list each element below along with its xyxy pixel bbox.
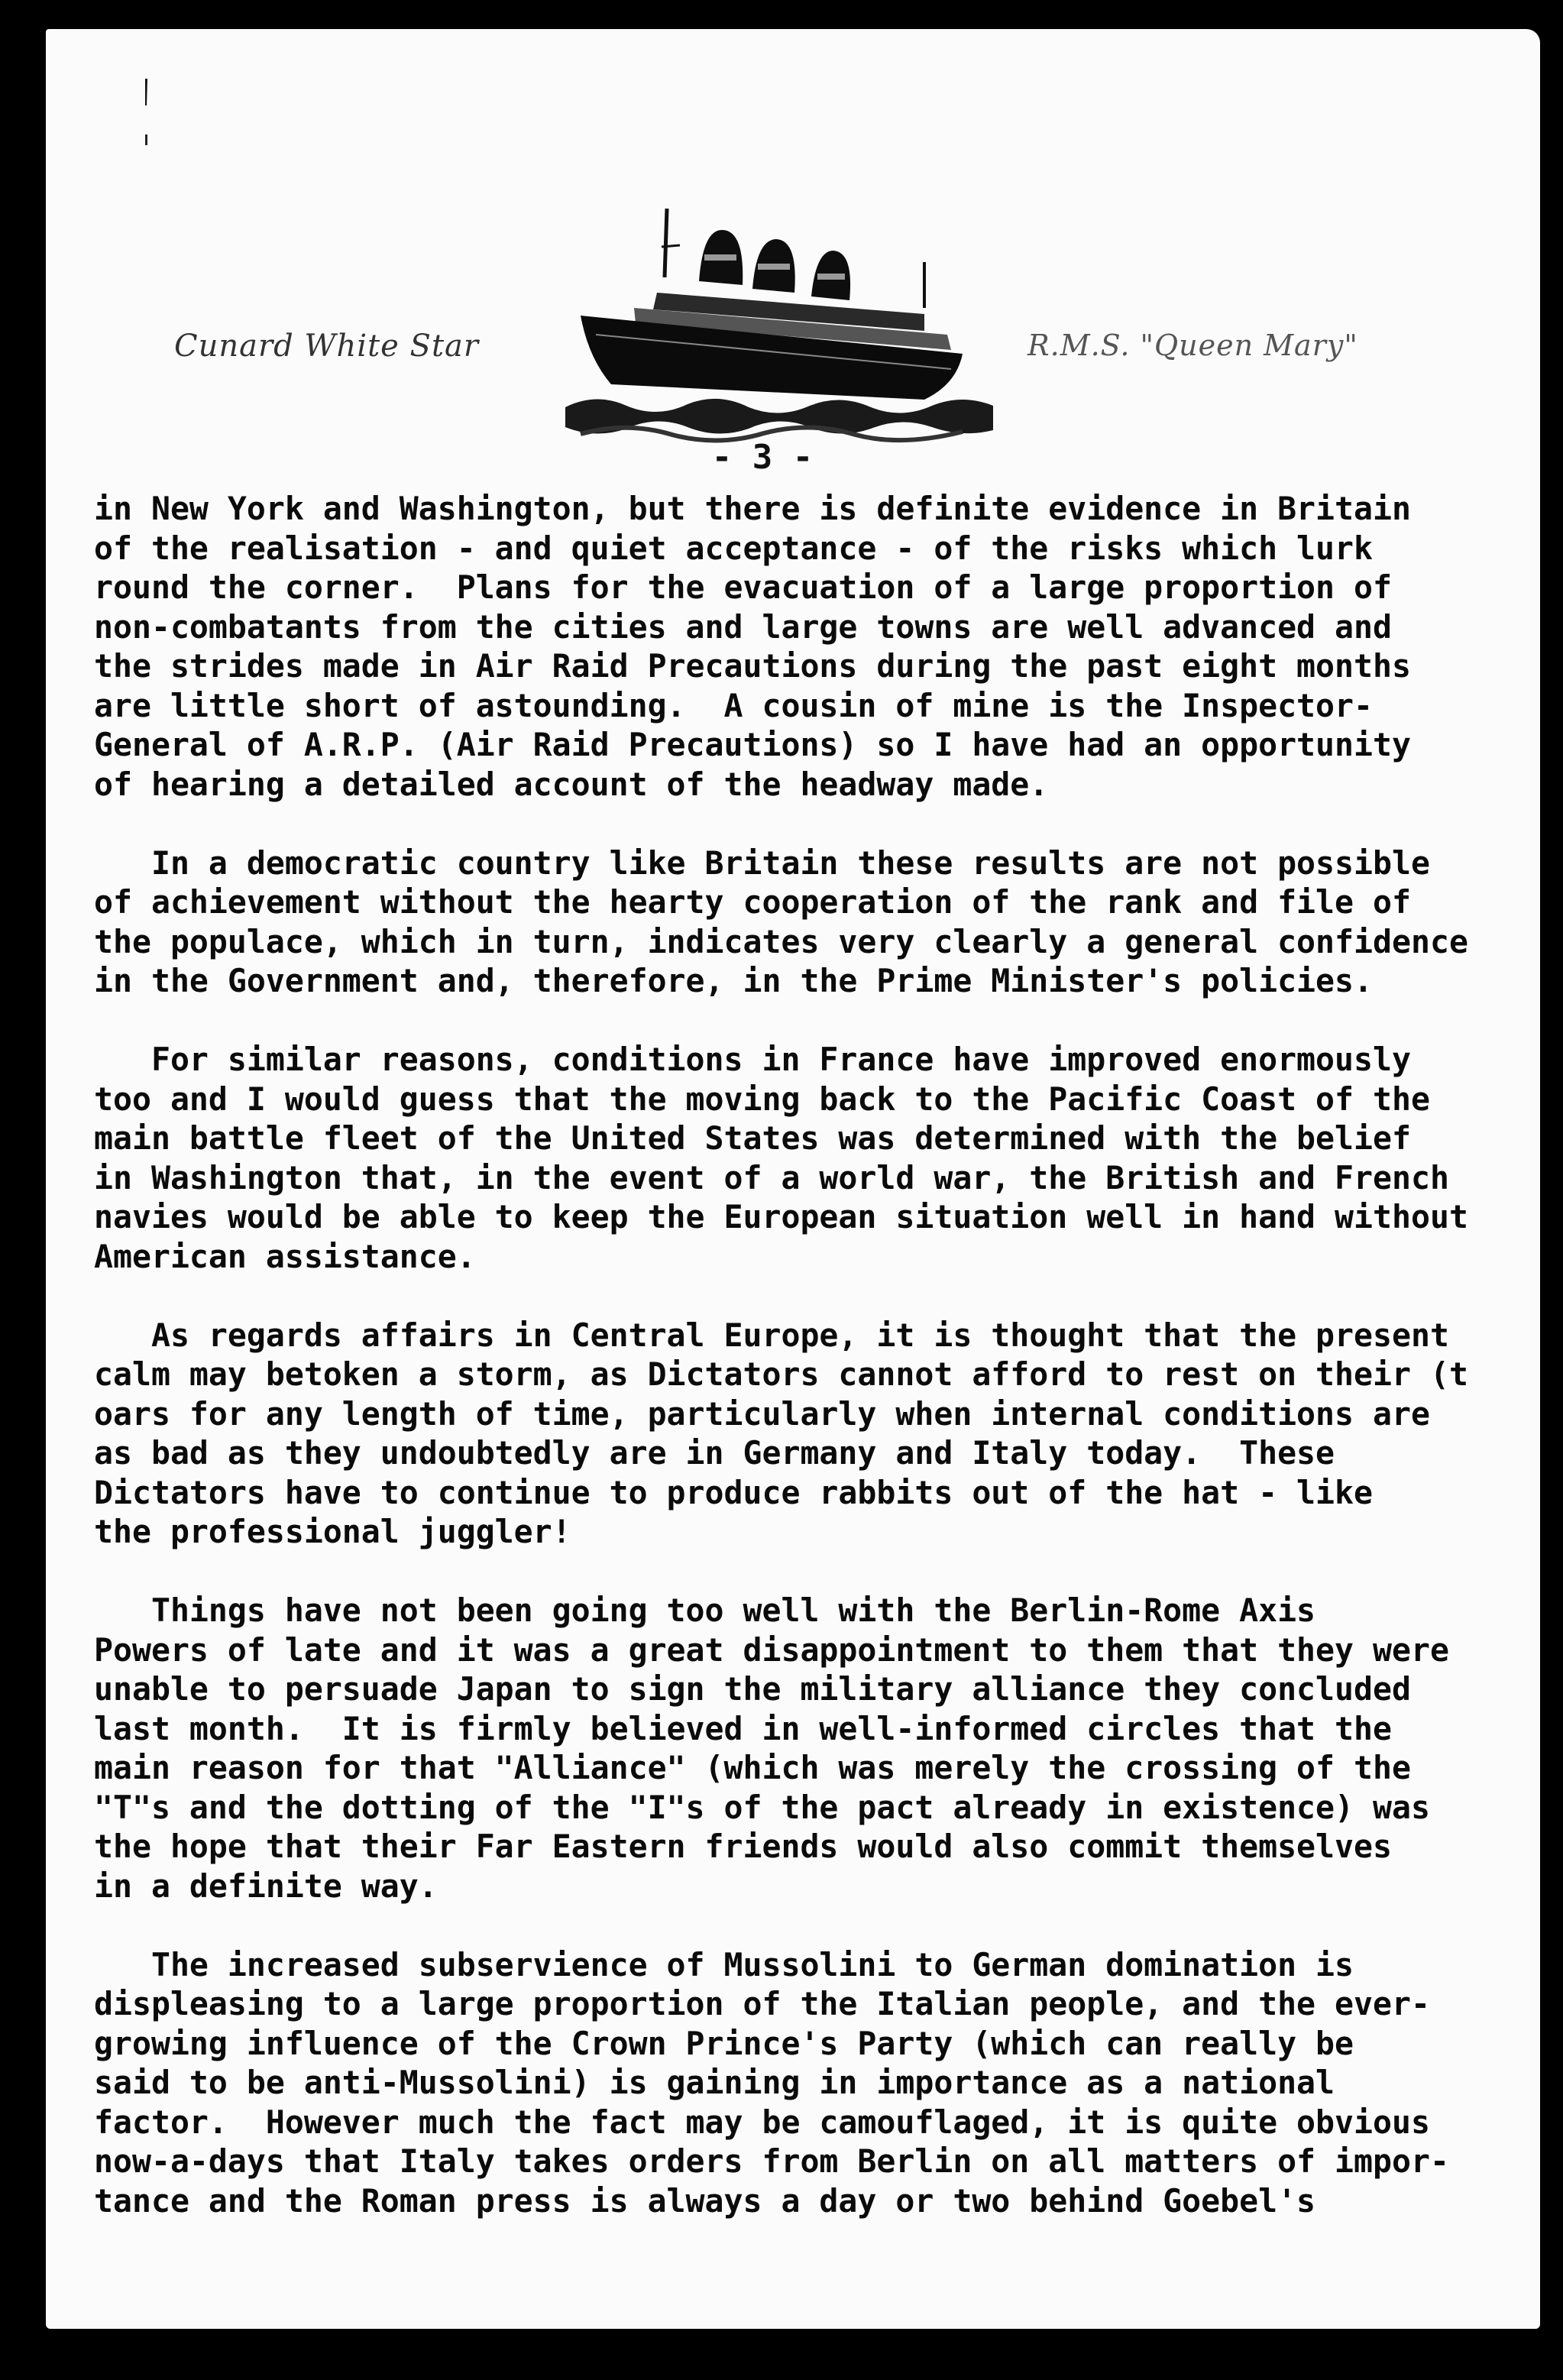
ocean-liner-icon: [565, 178, 993, 453]
text-line: growing influence of the Crown Prince's Party (which can really be: [94, 2024, 1354, 2062]
text-line: are little short of astounding. A cousin of mine is the Inspector-: [94, 686, 1374, 724]
text-line: in Washington that, in the event of a world war, the British and French: [94, 1158, 1449, 1196]
text-line: unable to persuade Japan to sign the military alliance they concluded: [94, 1670, 1411, 1708]
text-line: in New York and Washington, but there is definite evidence in Britain: [94, 490, 1411, 527]
text-line: the strides made in Air Raid Precautions during the past eight months: [94, 647, 1411, 685]
text-line: in a definite way.: [94, 1867, 438, 1905]
text-line: calm may betoken a storm, as Dictators cannot afford to rest on their (t: [94, 1355, 1468, 1393]
text-line: now-a-days that Italy takes orders from Berlin on all matters of impor-: [94, 2142, 1449, 2180]
text-line: tance and the Roman press is always a day or two behind Goebel's: [94, 2181, 1316, 2220]
text-line: For similar reasons, conditions in France have improved enormously: [94, 1041, 1411, 1078]
text-line: main reason for that "Alliance" (which was merely the crossing of the: [94, 1749, 1411, 1786]
text-line: navies would be able to keep the European situation well in hand without: [94, 1198, 1468, 1235]
text-line: as bad as they undoubtedly are in Germany and Italy today. These: [94, 1434, 1335, 1472]
text-line: said to be anti-Mussolini) is gaining in importance as a national: [94, 2064, 1335, 2101]
text-line: the hope that their Far Eastern friends would also commit themselves: [94, 1828, 1392, 1865]
text-line: "T"s and the dotting of the "I"s of the pact already in existence) was: [94, 1788, 1430, 1826]
text-line: last month. It is firmly believed in well-informed circles that the: [94, 1709, 1392, 1747]
letter-body: [94, 489, 1545, 2260]
text-line: of achievement without the hearty cooperation of the rank and file of: [94, 883, 1411, 921]
text-line: oars for any length of time, particularly when internal conditions are: [94, 1394, 1430, 1433]
letterhead-company-name: Cunard White Star: [174, 329, 479, 364]
text-line: main battle fleet of the United States was determined with the belief: [94, 1119, 1411, 1157]
text-line: in the Government and, therefore, in the Prime Minister's policies.: [94, 962, 1374, 999]
letterhead-ship-name: R.M.S. "Queen Mary": [1027, 329, 1358, 362]
text-line: too and I would guess that the moving back to the Pacific Coast of the: [94, 1080, 1430, 1118]
page-number: - 3 -: [711, 438, 814, 477]
paragraph: [94, 1945, 1545, 2221]
paragraph: [94, 1591, 1545, 1906]
text-line: factor. However much the fact may be camouflaged, it is quite obvious: [94, 2103, 1430, 2141]
text-line: Dictators have to continue to produce rabbits out of the hat - like: [94, 1473, 1374, 1511]
text-line: Powers of late and it was a great disappointment to them that they were: [94, 1630, 1449, 1669]
letterhead: [46, 29, 1540, 457]
text-line: In a democratic country like Britain these results are not possible: [94, 844, 1430, 882]
paragraph: [94, 844, 1545, 1001]
text-line: As regards affairs in Central Europe, it is thought that the present: [94, 1316, 1449, 1354]
text-line: of hearing a detailed account of the headway made.: [94, 765, 1049, 803]
text-line: American assistance.: [94, 1237, 476, 1275]
text-line: non-combatants from the cities and large towns are well advanced and: [94, 607, 1392, 646]
text-line: the populace, which in turn, indicates very clearly a general confidence: [94, 922, 1468, 960]
paragraph: [94, 1316, 1545, 1552]
paragraph: [94, 1040, 1545, 1276]
text-line: displeasing to a large proportion of the Italian people, and the ever-: [94, 1985, 1430, 2022]
text-line: the professional juggler!: [94, 1513, 571, 1550]
text-line: Things have not been going too well with the Berlin-Rome Axis: [94, 1592, 1316, 1629]
text-line: The increased subservience of Mussolini to German domination is: [94, 1945, 1354, 1983]
text-line: round the corner. Plans for the evacuation of a large proportion of: [94, 568, 1392, 606]
paragraph: [94, 489, 1545, 804]
text-line: General of A.R.P. (Air Raid Precautions) so I have had an opportunity: [94, 726, 1411, 763]
text-line: of the realisation - and quiet acceptance - of the risks which lurk: [94, 529, 1374, 567]
